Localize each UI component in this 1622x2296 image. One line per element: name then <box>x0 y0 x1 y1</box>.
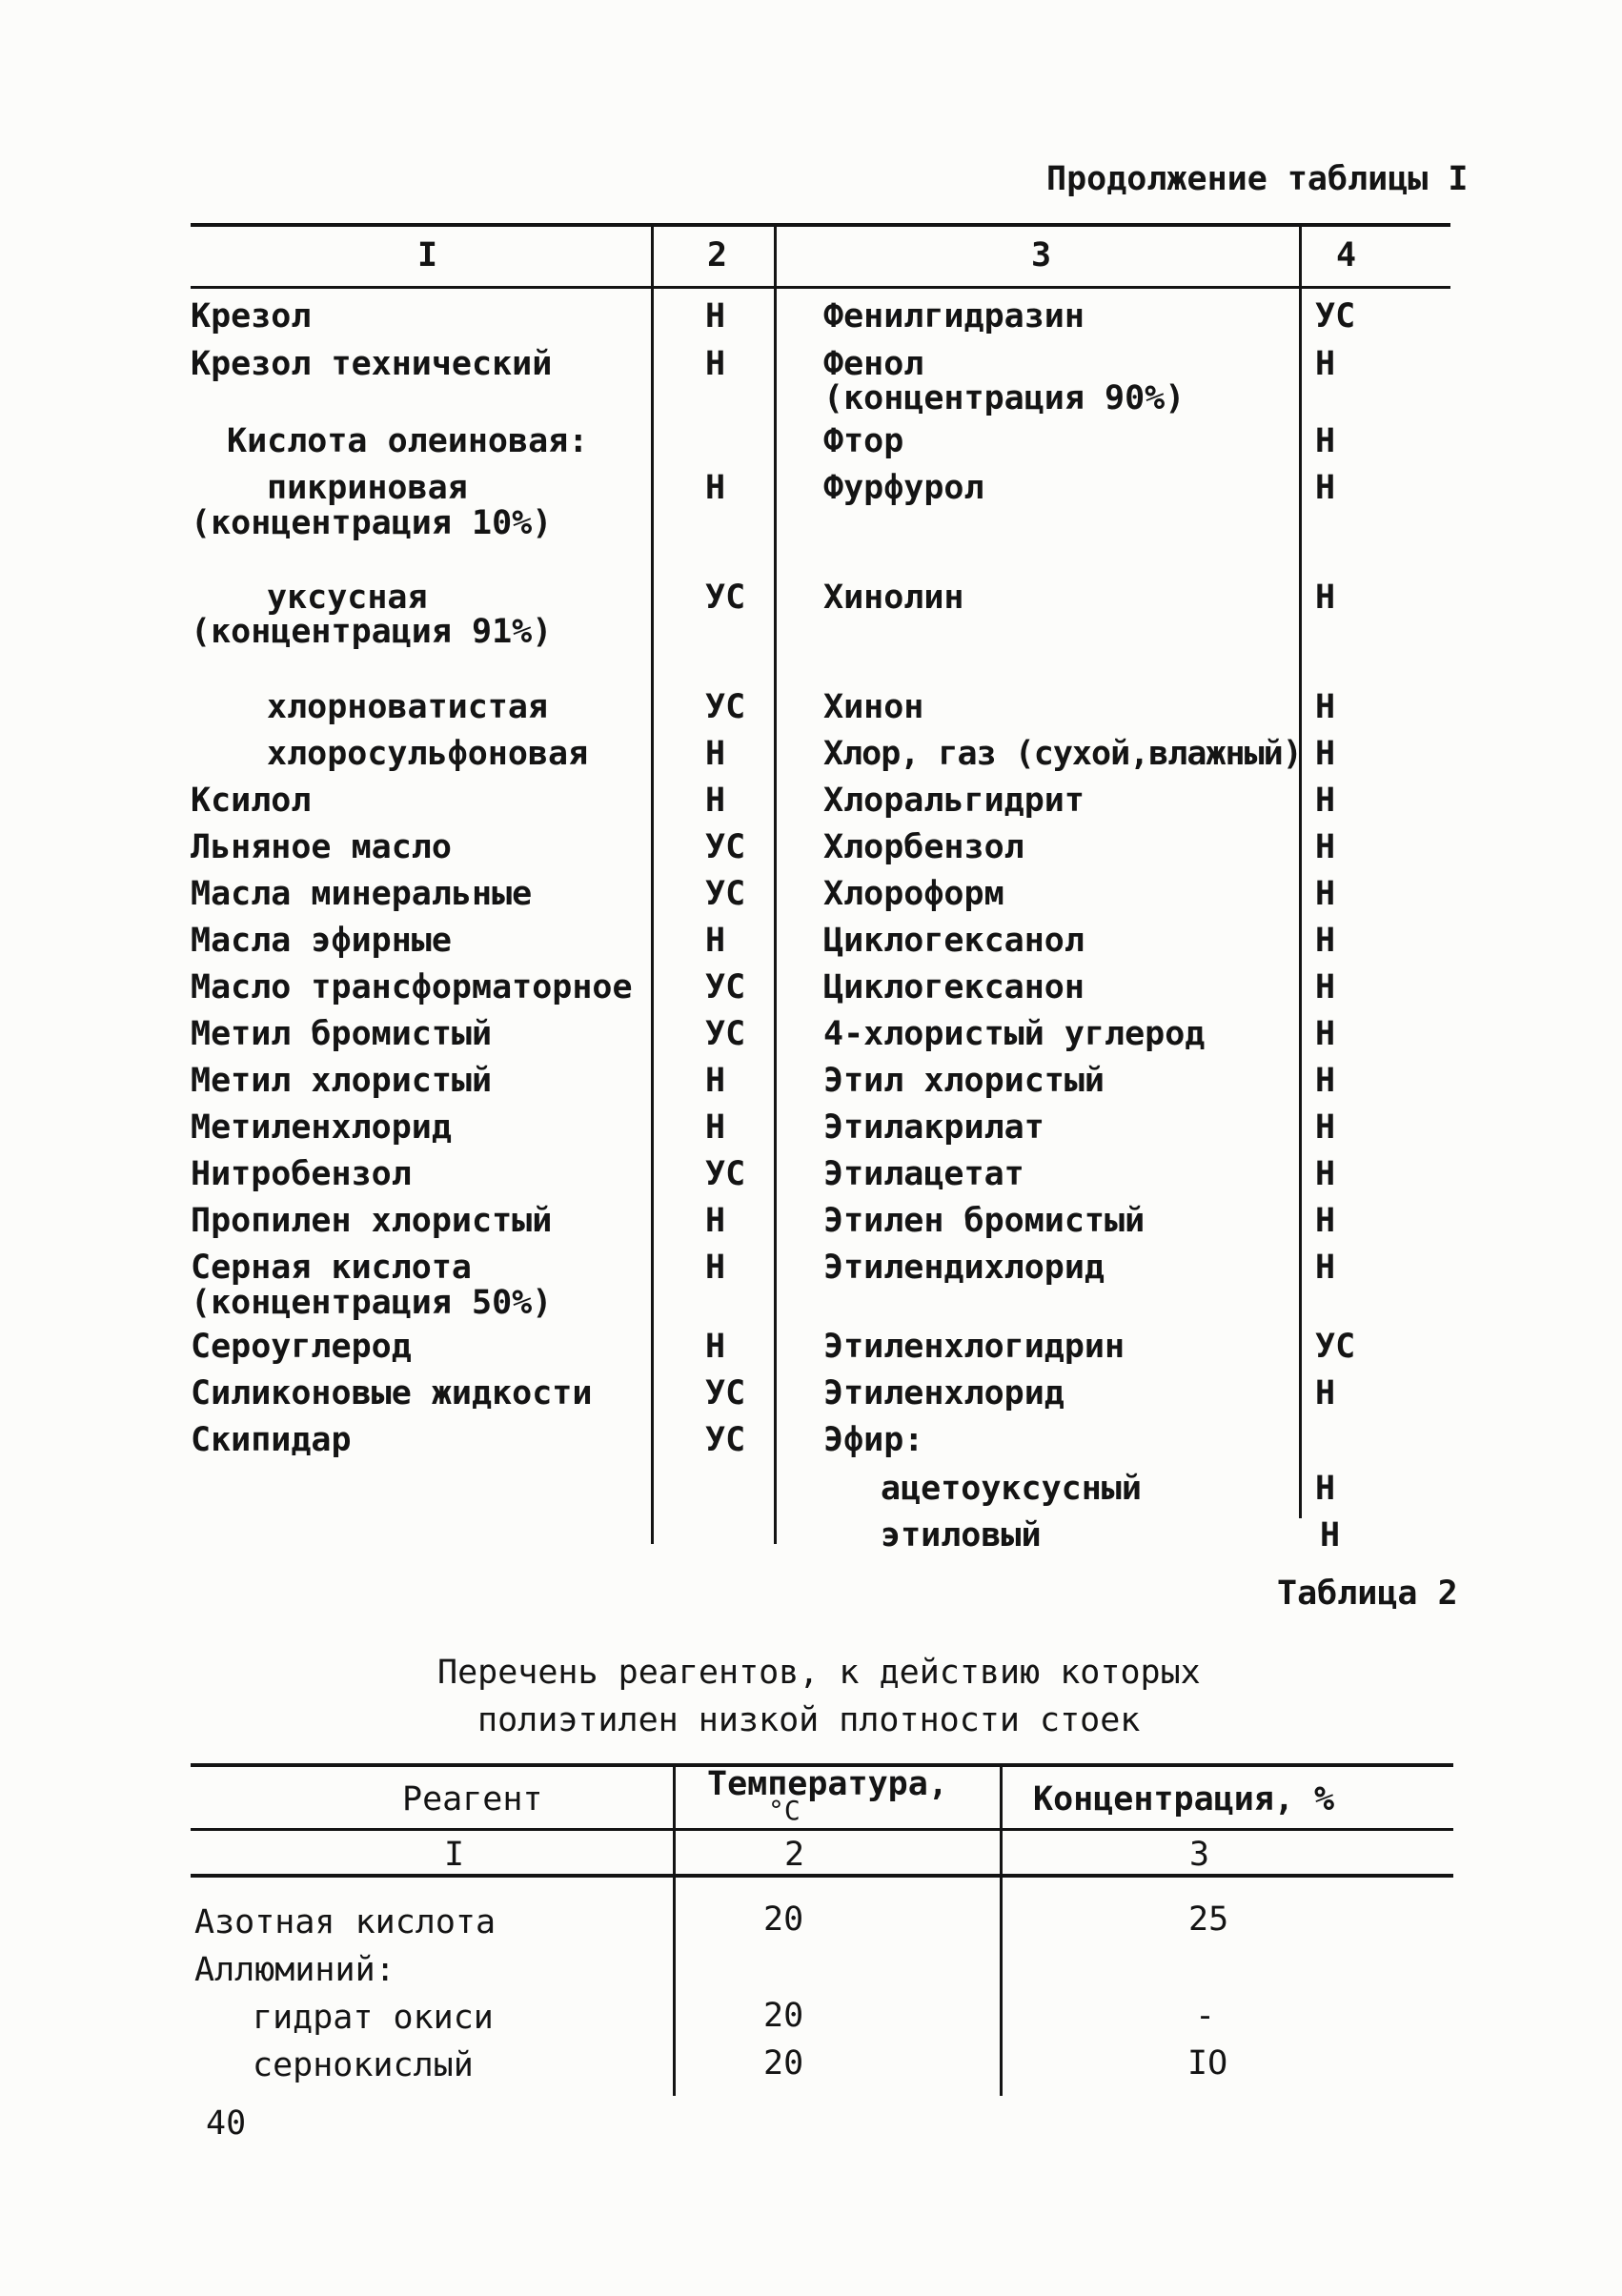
right-row-rating: Н <box>1315 922 1336 960</box>
table2-row-reagent: гидрат окиси <box>253 1999 494 2037</box>
left-row-rating: Н <box>705 469 726 507</box>
right-row-name: Этилен бромистый <box>823 1202 1146 1240</box>
right-row-name: ацетоуксусный <box>881 1470 1142 1508</box>
table2-row-reagent: сернокислый <box>253 2046 474 2084</box>
right-row-rating: Н <box>1315 1155 1336 1193</box>
left-row-name: уксусная <box>267 579 428 617</box>
right-row-rating: Н <box>1315 1108 1336 1147</box>
left-row-name: Кислота олеиновая: <box>227 422 589 460</box>
right-row-rating: Н <box>1315 1015 1336 1053</box>
right-row-name: Хлорбензол <box>823 828 1024 866</box>
table1-header-col3: 3 <box>1031 236 1052 274</box>
table2-col-divider-2 <box>1000 1767 1003 2096</box>
left-row-rating: Н <box>705 345 726 383</box>
table2-colnum-rule <box>191 1874 1453 1878</box>
left-row-rating: УС <box>705 828 746 866</box>
right-row-name: Эфир: <box>823 1421 924 1459</box>
table1-header-col1: I <box>417 236 438 274</box>
page-number: 40 <box>206 2104 247 2143</box>
right-row-rating: Н <box>1315 1202 1336 1240</box>
right-row-rating: Н <box>1315 968 1336 1006</box>
left-row-name-line2: (концентрация 91%) <box>191 613 553 651</box>
left-row-rating: Н <box>705 782 726 820</box>
table1-header-col2: 2 <box>707 236 728 274</box>
right-row-name: этиловый <box>881 1516 1042 1554</box>
table2-colnum-1: I <box>444 1836 465 1874</box>
table2-row-reagent: Азотная кислота <box>194 1903 497 1941</box>
left-row-rating: УС <box>705 688 746 726</box>
left-row-rating: Н <box>705 1108 726 1147</box>
left-row-rating: Н <box>705 922 726 960</box>
table2-colnum-3: 3 <box>1189 1836 1210 1874</box>
left-row-rating: УС <box>705 1015 746 1053</box>
left-row-name: хлоросульфоновая <box>267 735 589 773</box>
left-row-rating: Н <box>705 1328 726 1366</box>
table1-header-rule <box>191 286 1450 289</box>
table2-row-temp: 20 <box>763 1997 804 2035</box>
right-row-rating: Н <box>1315 1062 1336 1100</box>
table2-row-conc: 25 <box>1188 1900 1229 1939</box>
left-row-name-line2: (концентрация 10%) <box>191 504 553 542</box>
right-row-name: Хинолин <box>823 579 964 617</box>
table2-title-line2: полиэтилен низкой плотности стоек <box>477 1701 1141 1739</box>
left-row-name: Льняное масло <box>191 828 452 866</box>
table1-top-rule <box>191 223 1450 227</box>
table1-col-divider-1 <box>651 227 654 1544</box>
right-row-name-line2: (концентрация 90%) <box>823 379 1186 417</box>
left-row-name: Нитробензол <box>191 1155 412 1193</box>
right-row-name: Фтор <box>823 422 904 460</box>
right-row-name: Хинон <box>823 688 924 726</box>
right-row-name: Этилакрилат <box>823 1108 1044 1147</box>
right-row-rating: Н <box>1315 828 1336 866</box>
right-row-rating: Н <box>1315 875 1336 913</box>
right-row-name: Этилендихлорид <box>823 1249 1105 1287</box>
table2-label: Таблица 2 <box>1277 1575 1458 1613</box>
right-row-rating: УС <box>1315 297 1356 335</box>
left-row-name: Пропилен хлористый <box>191 1202 553 1240</box>
left-row-name: Ксилол <box>191 782 312 820</box>
table2-header-rule <box>191 1828 1453 1831</box>
right-row-rating: Н <box>1315 688 1336 726</box>
left-row-name: Метил хлористый <box>191 1062 493 1100</box>
right-row-name: Хлор, газ (сухой,влажный) <box>823 735 1302 773</box>
table2-header-temp-unit: °С <box>768 1795 801 1826</box>
left-row-rating: Н <box>705 1249 726 1287</box>
right-row-rating: Н <box>1315 345 1336 383</box>
left-row-name: Серная кислота <box>191 1249 473 1287</box>
right-row-name: Фенол <box>823 345 924 383</box>
right-row-name: Этилацетат <box>823 1155 1024 1193</box>
right-row-rating: Н <box>1315 782 1336 820</box>
table2-header-temp: Температура, <box>707 1765 948 1803</box>
left-row-name: хлорноватистая <box>267 688 549 726</box>
right-row-name: Циклогексанол <box>823 922 1085 960</box>
table2-title-line1: Перечень реагентов, к действию которых <box>437 1654 1201 1692</box>
right-row-rating: Н <box>1315 735 1336 773</box>
left-row-name: Метиленхлорид <box>191 1108 452 1147</box>
left-row-rating: УС <box>705 1421 746 1459</box>
right-row-name: Этиленхлорид <box>823 1374 1064 1412</box>
left-row-name: Крезол технический <box>191 345 553 383</box>
left-row-rating: УС <box>705 875 746 913</box>
table1-header-col4: 4 <box>1336 236 1357 274</box>
table2-row-temp: 20 <box>763 1900 804 1939</box>
table2-colnum-2: 2 <box>784 1836 805 1874</box>
left-row-rating: УС <box>705 579 746 617</box>
left-row-name: Масла минеральные <box>191 875 533 913</box>
left-row-name: Скипидар <box>191 1421 352 1459</box>
left-row-name: Сероуглерод <box>191 1328 412 1366</box>
right-row-name: Хлоральгидрит <box>823 782 1085 820</box>
right-row-rating: Н <box>1320 1516 1341 1554</box>
left-row-rating: Н <box>705 735 726 773</box>
right-row-name: Фурфурол <box>823 469 984 507</box>
right-row-name: Этил хлористый <box>823 1062 1105 1100</box>
left-row-name: Масла эфирные <box>191 922 452 960</box>
left-row-rating: Н <box>705 297 726 335</box>
left-row-name: Силиконовые жидкости <box>191 1374 593 1412</box>
right-row-rating: Н <box>1315 469 1336 507</box>
right-row-rating: Н <box>1315 579 1336 617</box>
right-row-name: Циклогексанон <box>823 968 1085 1006</box>
table2-header-conc: Концентрация, % <box>1033 1780 1335 1819</box>
right-row-rating: Н <box>1315 1374 1336 1412</box>
table2-row-conc: IO <box>1187 2044 1228 2083</box>
left-row-rating: Н <box>705 1062 726 1100</box>
right-row-name: Хлороформ <box>823 875 1004 913</box>
left-row-name: пикриновая <box>267 469 468 507</box>
continuation-label: Продолжение таблицы I <box>1046 160 1469 198</box>
right-row-name: 4-хлористый углерод <box>823 1015 1206 1053</box>
right-row-rating: УС <box>1315 1328 1356 1366</box>
left-row-rating: УС <box>705 1374 746 1412</box>
table2-col-divider-1 <box>673 1767 676 2096</box>
left-row-name: Метил бромистый <box>191 1015 493 1053</box>
right-row-rating: Н <box>1315 1470 1336 1508</box>
table1-col-divider-3 <box>1299 227 1302 1518</box>
left-row-name: Крезол <box>191 297 312 335</box>
left-row-rating: Н <box>705 1202 726 1240</box>
table2-header-reagent: Реагент <box>402 1780 543 1819</box>
table2-row-reagent: Аллюминий: <box>194 1951 395 1989</box>
left-row-rating: УС <box>705 1155 746 1193</box>
left-row-name: Масло трансформаторное <box>191 968 633 1006</box>
left-row-name-line2: (концентрация 50%) <box>191 1284 553 1322</box>
right-row-name: Фенилгидразин <box>823 297 1085 335</box>
table2-row-temp: 20 <box>763 2044 804 2083</box>
right-row-name: Этиленхлогидрин <box>823 1328 1125 1366</box>
left-row-rating: УС <box>705 968 746 1006</box>
right-row-rating: Н <box>1315 1249 1336 1287</box>
table2-row-conc: - <box>1195 1997 1216 2035</box>
right-row-rating: Н <box>1315 422 1336 460</box>
table1-col-divider-2 <box>774 227 777 1544</box>
